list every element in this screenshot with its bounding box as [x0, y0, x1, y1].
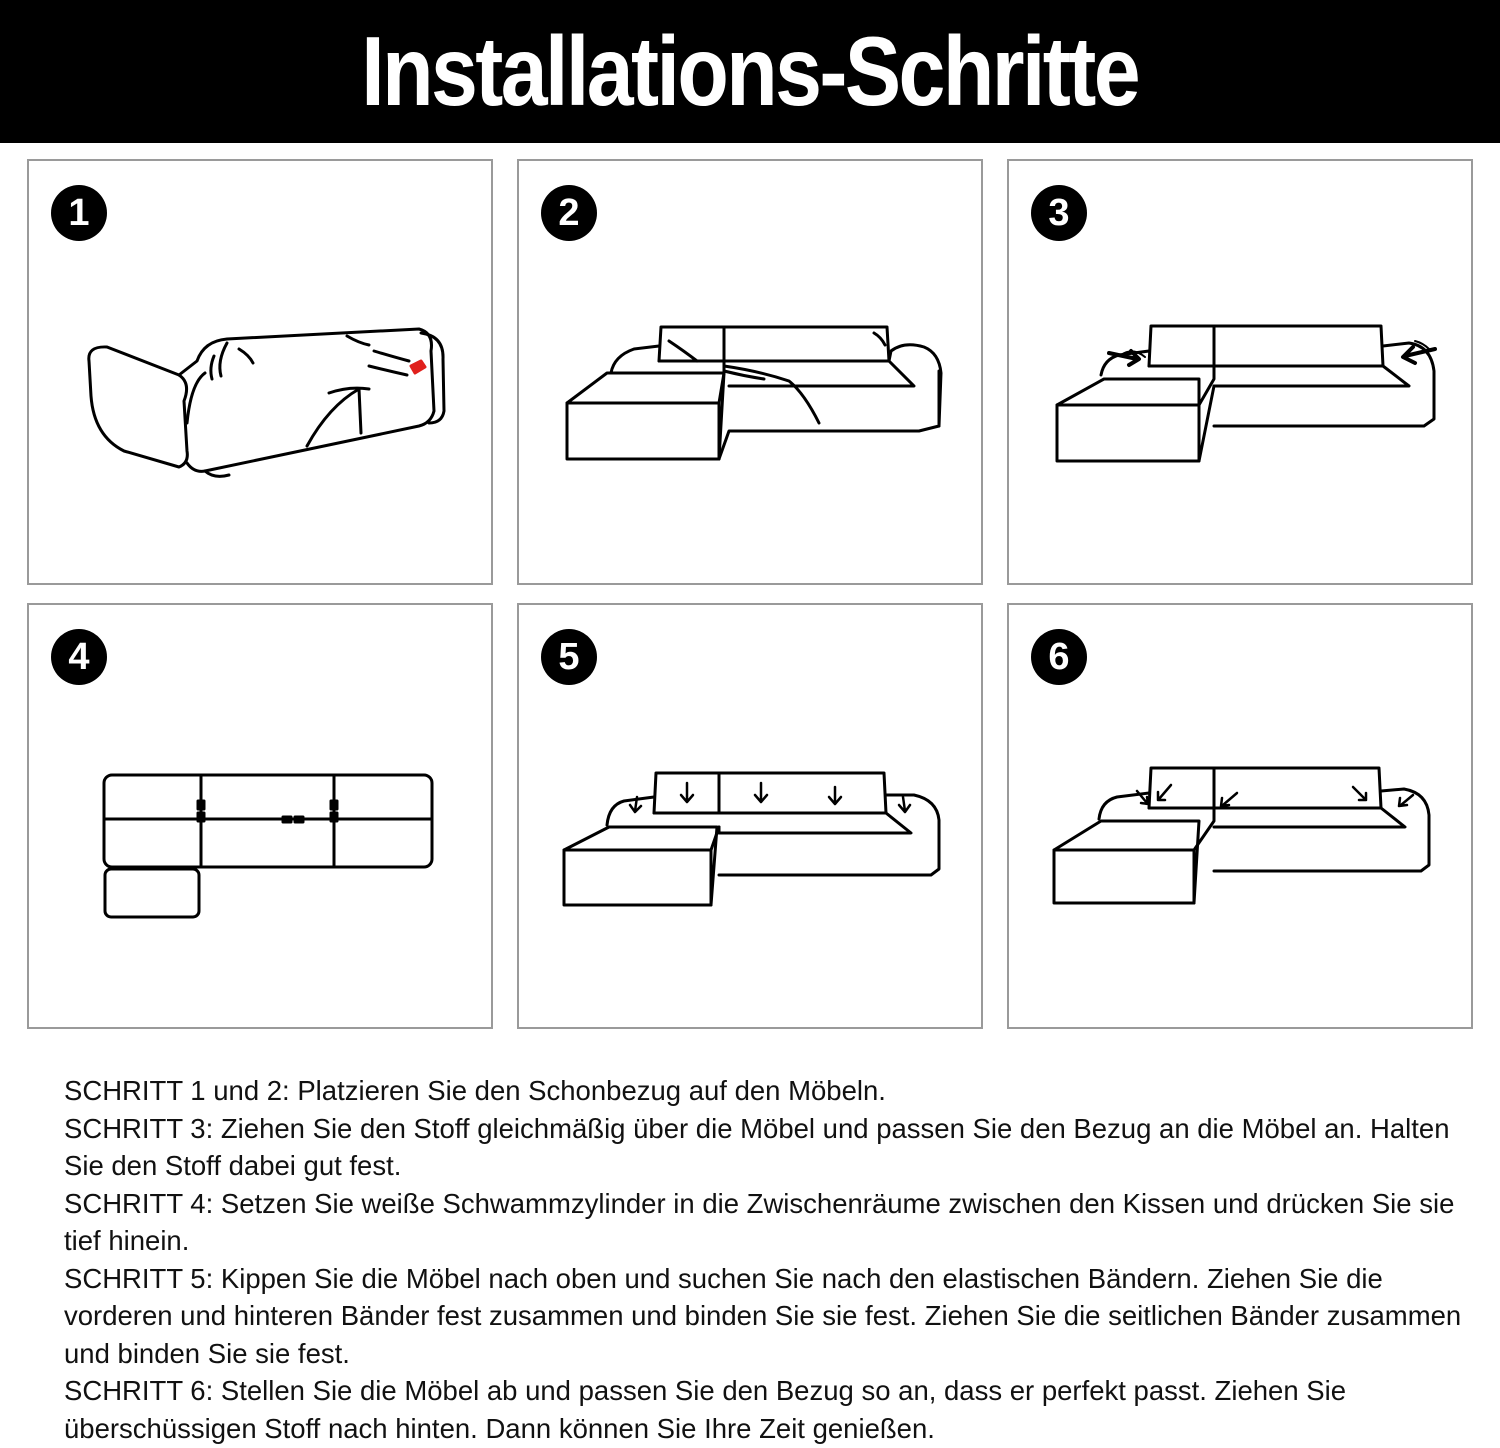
step-number-badge: 5: [541, 629, 597, 685]
title-banner: [0, 0, 1500, 143]
sofa-cover-pulling-icon: [1009, 161, 1475, 587]
step-panel-3: [1007, 159, 1473, 585]
sofa-cushion-layout-icon: [29, 605, 495, 1031]
step-number-badge: 1: [51, 185, 107, 241]
page-title: Installations-Schritte: [361, 16, 1139, 126]
step-panel-2: [517, 159, 983, 585]
step-panel-5: [517, 603, 983, 1029]
instruction-step-5: SCHRITT 5: Kippen Sie die Möbel nach oben und suchen Sie nach den elastischen Bändern. Ziehen Sie die vorderen und hinteren Bänder fest zusammen und binden Sie sie fest. Ziehen Sie die seitlichen Bänder zusammen und binden Sie sie fest.: [64, 1262, 1462, 1369]
step-number-badge: 6: [1031, 629, 1087, 685]
instruction-step-6: SCHRITT 6: Stellen Sie die Möbel ab und passen Sie den Bezug so an, dass er perfekt passt. Ziehen Sie überschüssigen Stoff nach hinten. Dann können Sie Ihre Zeit genießen.: [64, 1375, 1347, 1444]
instruction-step-4: SCHRITT 4: Setzen Sie weiße Schwammzylinder in die Zwischenräume zwischen den Kissen und drücken Sie sie tief hinein.: [64, 1187, 1455, 1256]
step-panel-4: [27, 603, 493, 1029]
instruction-step-3: SCHRITT 3: Ziehen Sie den Stoff gleichmäßig über die Möbel und passen Sie den Bezug an die Möbel an. Halten Sie den Stoff dabei gut fest.: [64, 1112, 1450, 1181]
instructions-text: [64, 1072, 1464, 1447]
step-number-badge: 3: [1031, 185, 1087, 241]
instruction-step-1-2: SCHRITT 1 und 2: Platzieren Sie den Schonbezug auf den Möbeln.: [64, 1075, 886, 1106]
step-number-badge: 4: [51, 629, 107, 685]
sofa-cover-placing-icon: [29, 161, 495, 587]
sofa-foam-tucking-icon: [519, 605, 985, 1031]
step-panel-1: [27, 159, 493, 585]
step-number-badge: 2: [541, 185, 597, 241]
sofa-cover-adjusting-icon: [1009, 605, 1475, 1031]
step-panel-6: [1007, 603, 1473, 1029]
sofa-cover-unfolding-icon: [519, 161, 985, 587]
